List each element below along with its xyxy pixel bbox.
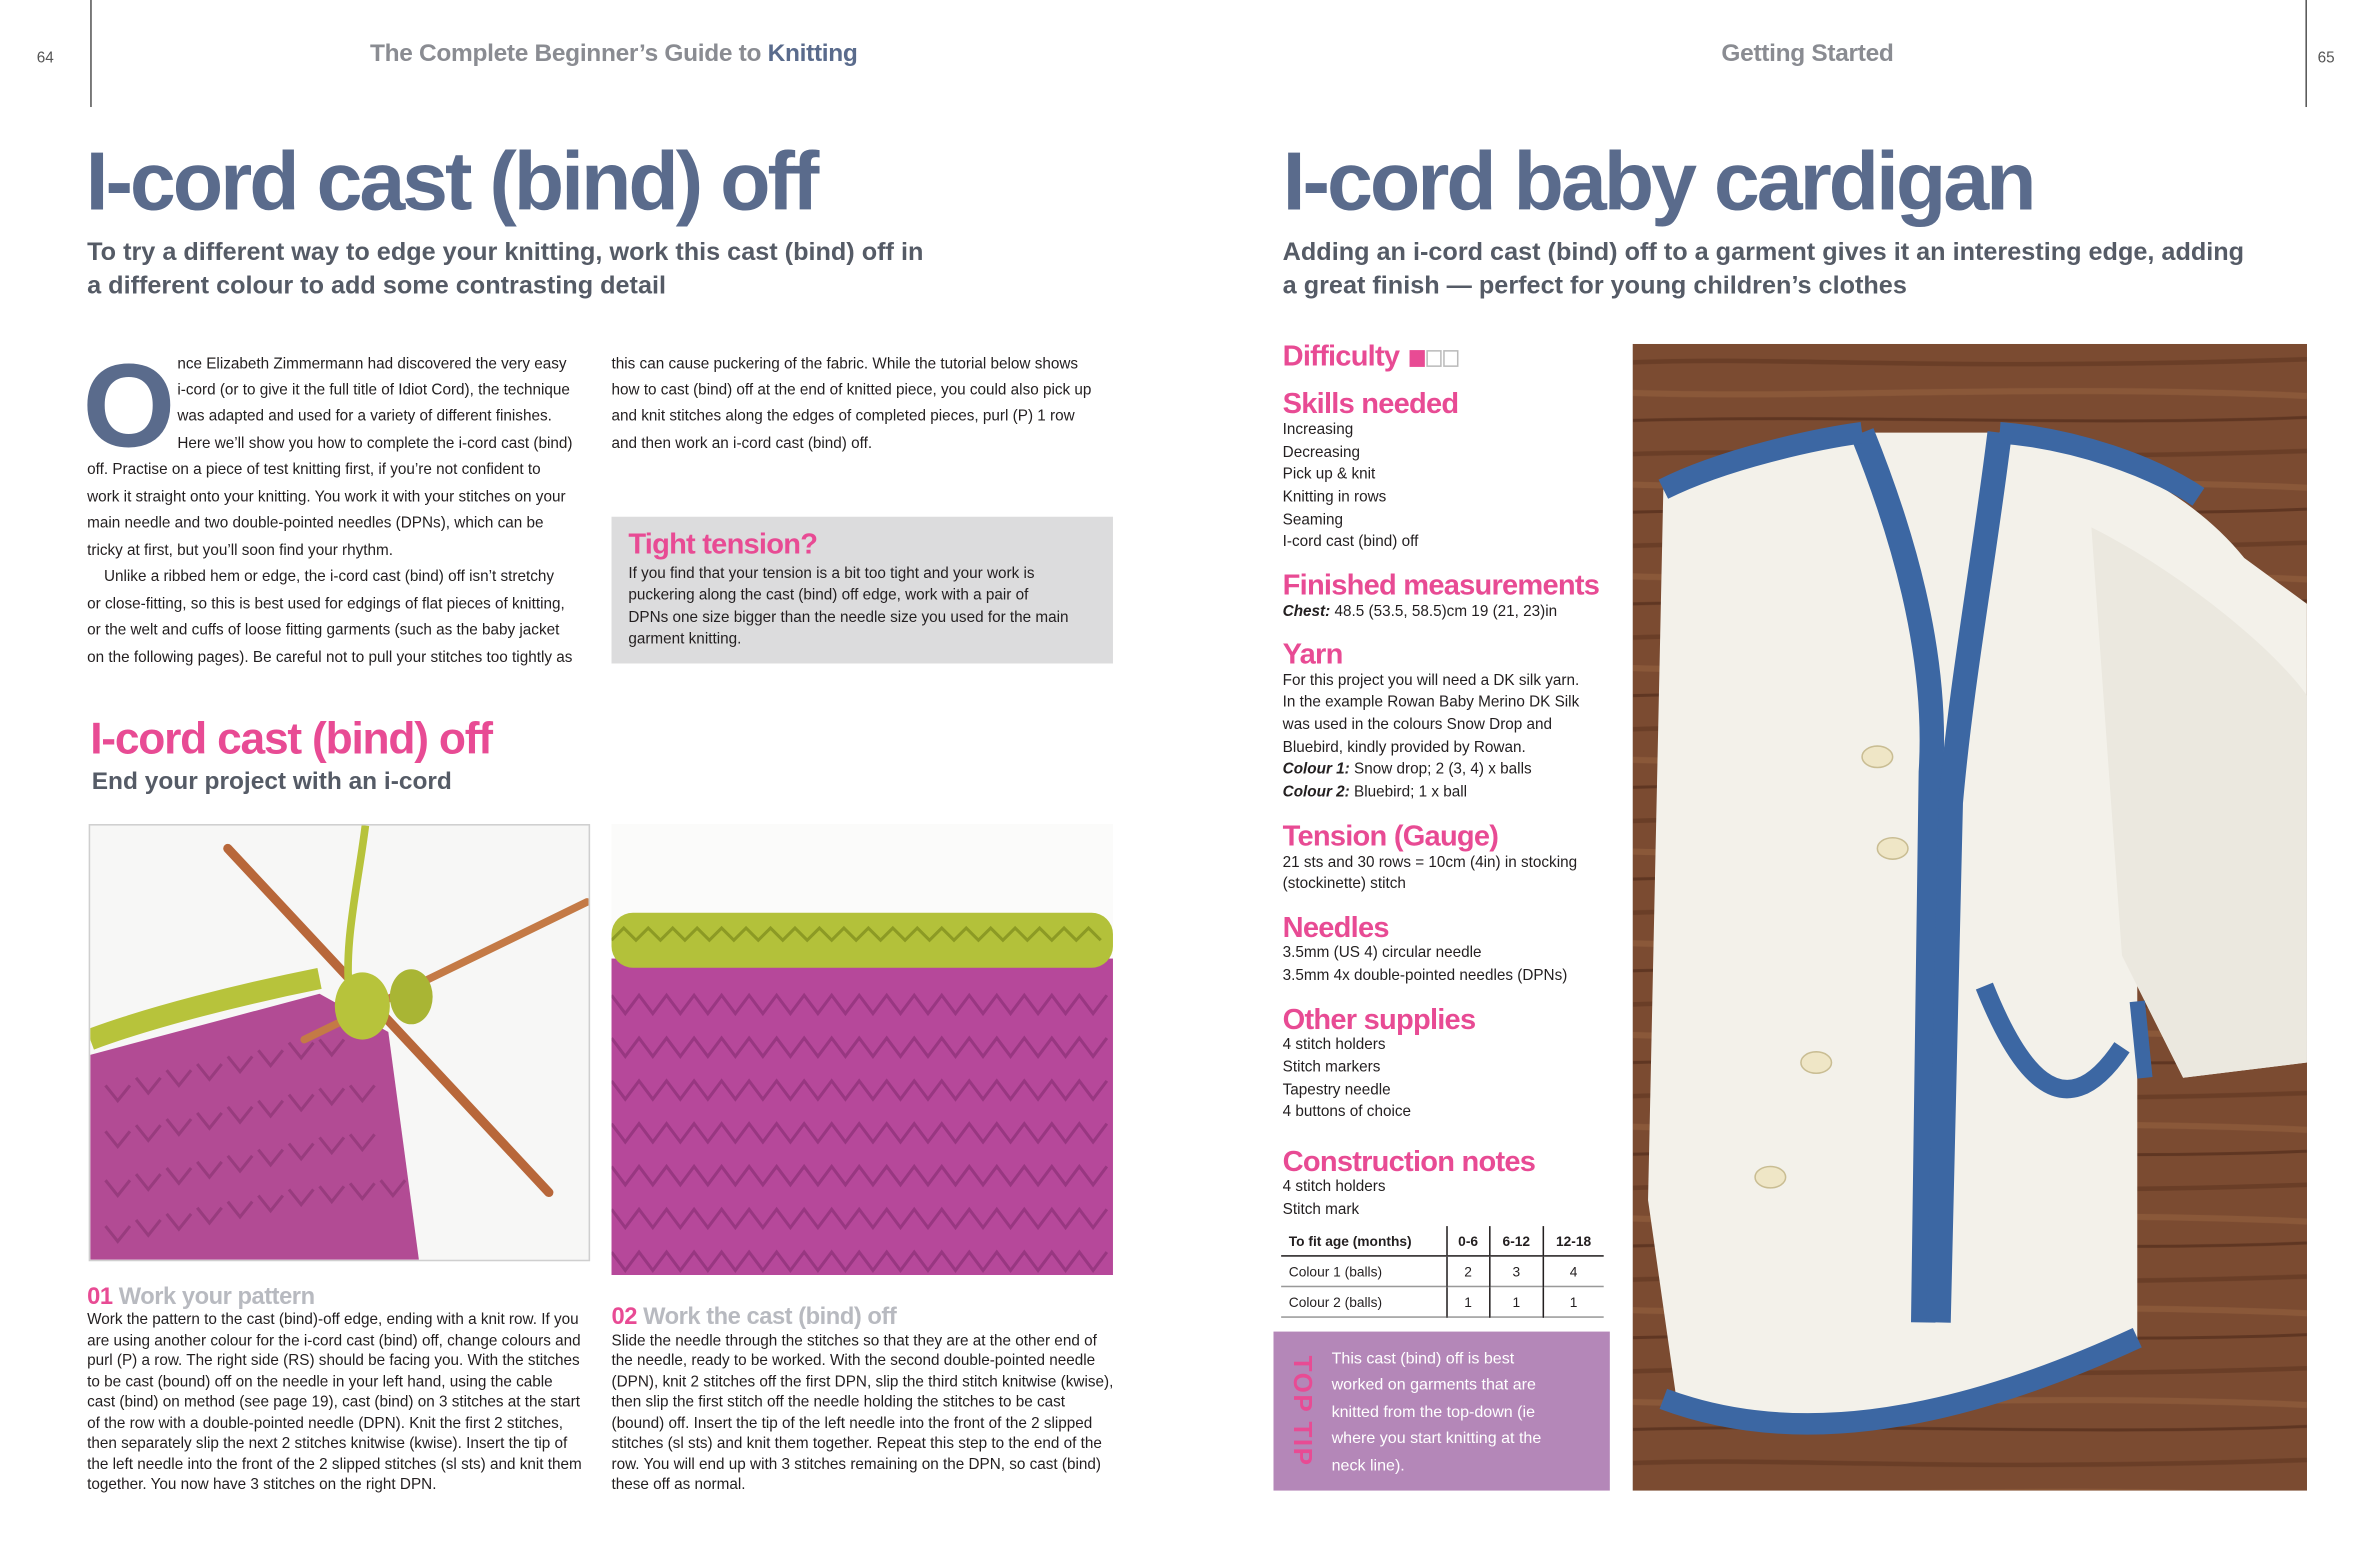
top-tip-line: neck line). [1331, 1456, 1405, 1475]
table-cell: Colour 2 (balls) [1281, 1286, 1446, 1317]
step-2-line: row. You will end up with 3 stitches remaining on the DPN, so cast (bind) [611, 1456, 1101, 1474]
chest-measurement [1283, 602, 1557, 624]
step-2-photo [612, 824, 1113, 1275]
table-cell: 2 [1446, 1256, 1490, 1287]
tight-tension-line: DPNs one size bigger than the needle size you used for the main [628, 609, 1069, 627]
top-tip-line: knitted from the top-down (ie [1331, 1403, 1536, 1422]
table-cell: 1 [1446, 1286, 1490, 1317]
top-tip-line: worked on garments that are [1331, 1376, 1536, 1395]
supply-item: Tapestry needle [1282, 1082, 1391, 1100]
intro-col2-line: and knit stitches along the edges of completed pieces, purl (P) 1 row [611, 408, 1075, 426]
step-2-line: Slide the needle through the stitches so that they are at the other end of [611, 1333, 1097, 1350]
sizing-table [1281, 1226, 1604, 1318]
yarn-ball-empty-icon [1426, 350, 1441, 367]
table-cell: Colour 1 (balls) [1281, 1256, 1446, 1287]
table-header: 0-6 [1446, 1226, 1490, 1256]
skills-title: Skills needed [1282, 388, 1459, 421]
subtitle-right-line-2: a great finish — perfect for young children’s clothes [1282, 272, 1907, 300]
intro-line: nce Elizabeth Zimmermann had discovered the very easy [177, 356, 567, 374]
yarn-ball-empty-icon [1443, 350, 1458, 367]
top-tip-box [1273, 1332, 1609, 1491]
intro-line: tricky at first, but you’ll soon find your rhythm. [87, 542, 394, 560]
subtitle-right-line-1: Adding an i-cord cast (bind) off to a garment gives it an interesting edge, adding [1282, 238, 2245, 267]
yarn-line: Bluebird, kindly provided by Rowan. [1282, 739, 1526, 757]
table-header: 6-12 [1490, 1226, 1543, 1256]
yarn-title: Yarn [1282, 639, 1343, 672]
table-header: To fit age (months) [1281, 1226, 1446, 1256]
needle-item: 3.5mm 4x double-pointed needles (DPNs) [1282, 967, 1568, 985]
table-cell: 1 [1569, 1294, 1578, 1310]
chest-value: 48.5 (53.5, 58.5)cm 19 (21, 23)in [1330, 603, 1558, 621]
left-margin-rule [90, 0, 92, 107]
running-head-left-bold: Knitting [767, 41, 858, 68]
step-1-line: Work the pattern to the cast (bind)-off edge, ending with a knit row. If you [87, 1311, 579, 1329]
intro-line: work it straight onto your knitting. You work it with your stitches on your [87, 489, 566, 507]
intro-line: i-cord (or to give it the full title of Idiot Cord), the technique [177, 382, 570, 400]
supplies-title: Other supplies [1282, 1004, 1476, 1037]
tension-title: Tension (Gauge) [1282, 820, 1499, 854]
step-2-line: (DPN), knit 2 stitches off the first DPN, slip the third stitch knitwise (kwise), [611, 1374, 1114, 1392]
tension-line: (stockinette) stitch [1282, 876, 1406, 893]
step-1-title: Work your pattern [118, 1284, 315, 1311]
page-number-left: 64 [36, 50, 54, 68]
running-head-left-plain: The Complete Beginner’s Guide to [369, 41, 768, 68]
page-title-right: I-cord baby cardigan [1282, 136, 2034, 228]
step-1-line: are using another colour for the i-cord cast (bind) off, change colours and [87, 1333, 581, 1350]
top-tip-label-wrap [1284, 1344, 1318, 1479]
table-cell: 3 [1490, 1256, 1543, 1287]
subtitle-left-line-1: To try a different way to edge your knitting, work this cast (bind) off in [87, 238, 924, 267]
colour-1-label: Colour 1: [1282, 761, 1350, 779]
table-cell: 4 [1569, 1263, 1578, 1279]
top-tip-line: where you start knitting at the [1331, 1429, 1542, 1449]
tension-line: 21 sts and 30 rows = 10cm (4in) in stocking [1282, 854, 1578, 872]
top-tip-label: TOP TIP [1287, 1355, 1317, 1467]
colour-1 [1283, 760, 1532, 782]
yarn-line: was used in the colours Snow Drop and [1282, 717, 1553, 734]
section-title: I-cord cast (bind) off [90, 715, 492, 765]
table-cell: 1 [1490, 1286, 1543, 1317]
right-margin-rule [2305, 0, 2307, 107]
subtitle-left-line-2: a different colour to add some contrasting detail [87, 272, 667, 300]
step-1-photo [89, 824, 590, 1261]
step-1-line: purl (P) a row. The right side (RS) should be facing you. With the stitches [87, 1352, 580, 1370]
drop-cap: O [82, 337, 176, 473]
needle-item: 3.5mm (US 4) circular needle [1282, 944, 1482, 962]
measurements-title: Finished measurements [1282, 570, 1600, 603]
intro-line: was adapted and used for a variety of different finishes. [177, 408, 552, 426]
page-title-left: I-cord cast (bind) off [85, 136, 817, 228]
step-1-line: cast (bind) on method (see page 19), cast (bind) on 3 stitches at the start [87, 1394, 581, 1412]
chest-label: Chest: [1282, 603, 1331, 621]
intro-line: or close-fitting, so this is best used for edgings of flat pieces of knitting, [87, 596, 565, 614]
knitted-swatch-illustration [612, 824, 1113, 1275]
skill-item: Knitting in rows [1282, 489, 1387, 507]
intro-line: Unlike a ribbed hem or edge, the i-cord cast (bind) off isn’t stretchy [103, 568, 555, 586]
difficulty-rating [1410, 344, 1459, 373]
step-2-number: 02 [611, 1304, 637, 1331]
supply-item: Stitch markers [1282, 1059, 1381, 1077]
skill-item: Increasing [1282, 421, 1354, 439]
table-row [1281, 1286, 1604, 1317]
step-2-line: these off as normal. [611, 1476, 746, 1494]
colour-2 [1283, 783, 1467, 805]
intro-col2-line: and then work an i-cord cast (bind) off. [611, 435, 873, 453]
step-1-line: together. You now have 3 stitches on the right DPN. [87, 1476, 437, 1494]
skill-item: Seaming [1282, 512, 1344, 529]
step-2-line: then slip the first stitch off the needle holding the stitches to be cast [611, 1394, 1066, 1412]
colour-1-value: Snow drop; 2 (3, 4) x balls [1349, 761, 1532, 779]
step-1-line: then separately slip the next 2 stitches knitwise (kwise). Insert the tip of [87, 1435, 568, 1453]
running-head-right: Getting Started [1721, 41, 1894, 68]
table-header-row [1281, 1226, 1604, 1256]
table-header: 12-18 [1555, 1232, 1592, 1249]
top-tip-text [1332, 1347, 1542, 1480]
tight-tension-line: puckering along the cast (bind) off edge, work with a pair of [628, 587, 1029, 604]
yarn-line: For this project you will need a DK silk yarn. [1282, 672, 1580, 690]
step-2-heading [612, 1304, 897, 1332]
skill-item: Decreasing [1282, 444, 1361, 462]
intro-col2-line: this can cause puckering of the fabric. While the tutorial below shows [611, 356, 1079, 374]
skill-item: Pick up & knit [1282, 466, 1376, 484]
section-subtitle: End your project with an i-cord [91, 768, 452, 795]
difficulty-title [1283, 342, 1459, 373]
top-tip-line: This cast (bind) off is best [1331, 1349, 1515, 1369]
tight-tension-line: If you find that your tension is a bit too tight and your work is [628, 565, 1035, 583]
tight-tension-line: garment knitting. [628, 631, 742, 649]
running-head-left [370, 41, 858, 69]
tight-tension-title: Tight tension? [628, 528, 818, 562]
cardigan-photo [1633, 344, 2307, 1491]
difficulty-label: Difficulty [1282, 340, 1400, 374]
page-number-right: 65 [2317, 50, 2335, 68]
colour-2-value: Bluebird; 1 x ball [1349, 784, 1468, 802]
needles-title: Needles [1282, 912, 1389, 945]
yarn-line: In the example Rowan Baby Merino DK Silk [1282, 694, 1580, 711]
construction-item: Stitch mark [1282, 1201, 1360, 1219]
step-2-line: the needle, ready to be worked. With the second double-pointed needle [611, 1352, 1096, 1370]
intro-line: or the welt and cuffs of loose fitting garments (such as the baby jacket [87, 622, 560, 640]
step-1-number: 01 [87, 1284, 113, 1311]
step-2-line: stitches (sl sts) and knit them together. Repeat this step to the end of the [611, 1435, 1102, 1453]
supply-item: 4 stitch holders [1282, 1036, 1386, 1054]
supply-item: 4 buttons of choice [1282, 1103, 1412, 1121]
step-2-line: (bound) off. Insert the tip of the left needle into the front of the 2 slipped [611, 1415, 1093, 1433]
construction-item: 4 stitch holders [1282, 1178, 1386, 1196]
colour-2-label: Colour 2: [1282, 784, 1350, 802]
intro-col2-line: how to cast (bind) off at the end of knitted piece, you could also pick up [611, 382, 1092, 400]
step-1-line: to be cast (bound) off on the needle in your left hand, using the cable [87, 1374, 553, 1392]
intro-line: off. Practise on a piece of test knitting first, if you’re not confident to [87, 461, 541, 479]
yarn-ball-filled-icon [1410, 350, 1425, 367]
step-1-line: of the row with a double-pointed needle (DPN). Knit the first 2 stitches, [87, 1415, 564, 1433]
construction-title: Construction notes [1282, 1146, 1536, 1179]
step-1-line: the left needle into the front of the 2 slipped stitches (sl sts) and knit them [87, 1456, 582, 1474]
skill-item: I-cord cast (bind) off [1282, 533, 1419, 551]
knitting-needle-illustration [90, 826, 588, 1260]
intro-line: main needle and two double-pointed needles (DPNs), which can be [87, 515, 544, 533]
intro-line: Here we’ll show you how to complete the i-cord cast (bind) [177, 435, 573, 453]
tight-tension-box [612, 517, 1113, 664]
baby-cardigan-illustration [1633, 344, 2307, 1491]
intro-line: on the following pages). Be careful not to pull your stitches too tightly as [87, 649, 573, 667]
table-row [1281, 1256, 1604, 1287]
step-1-heading [87, 1284, 314, 1312]
step-2-title: Work the cast (bind) off [643, 1304, 897, 1331]
